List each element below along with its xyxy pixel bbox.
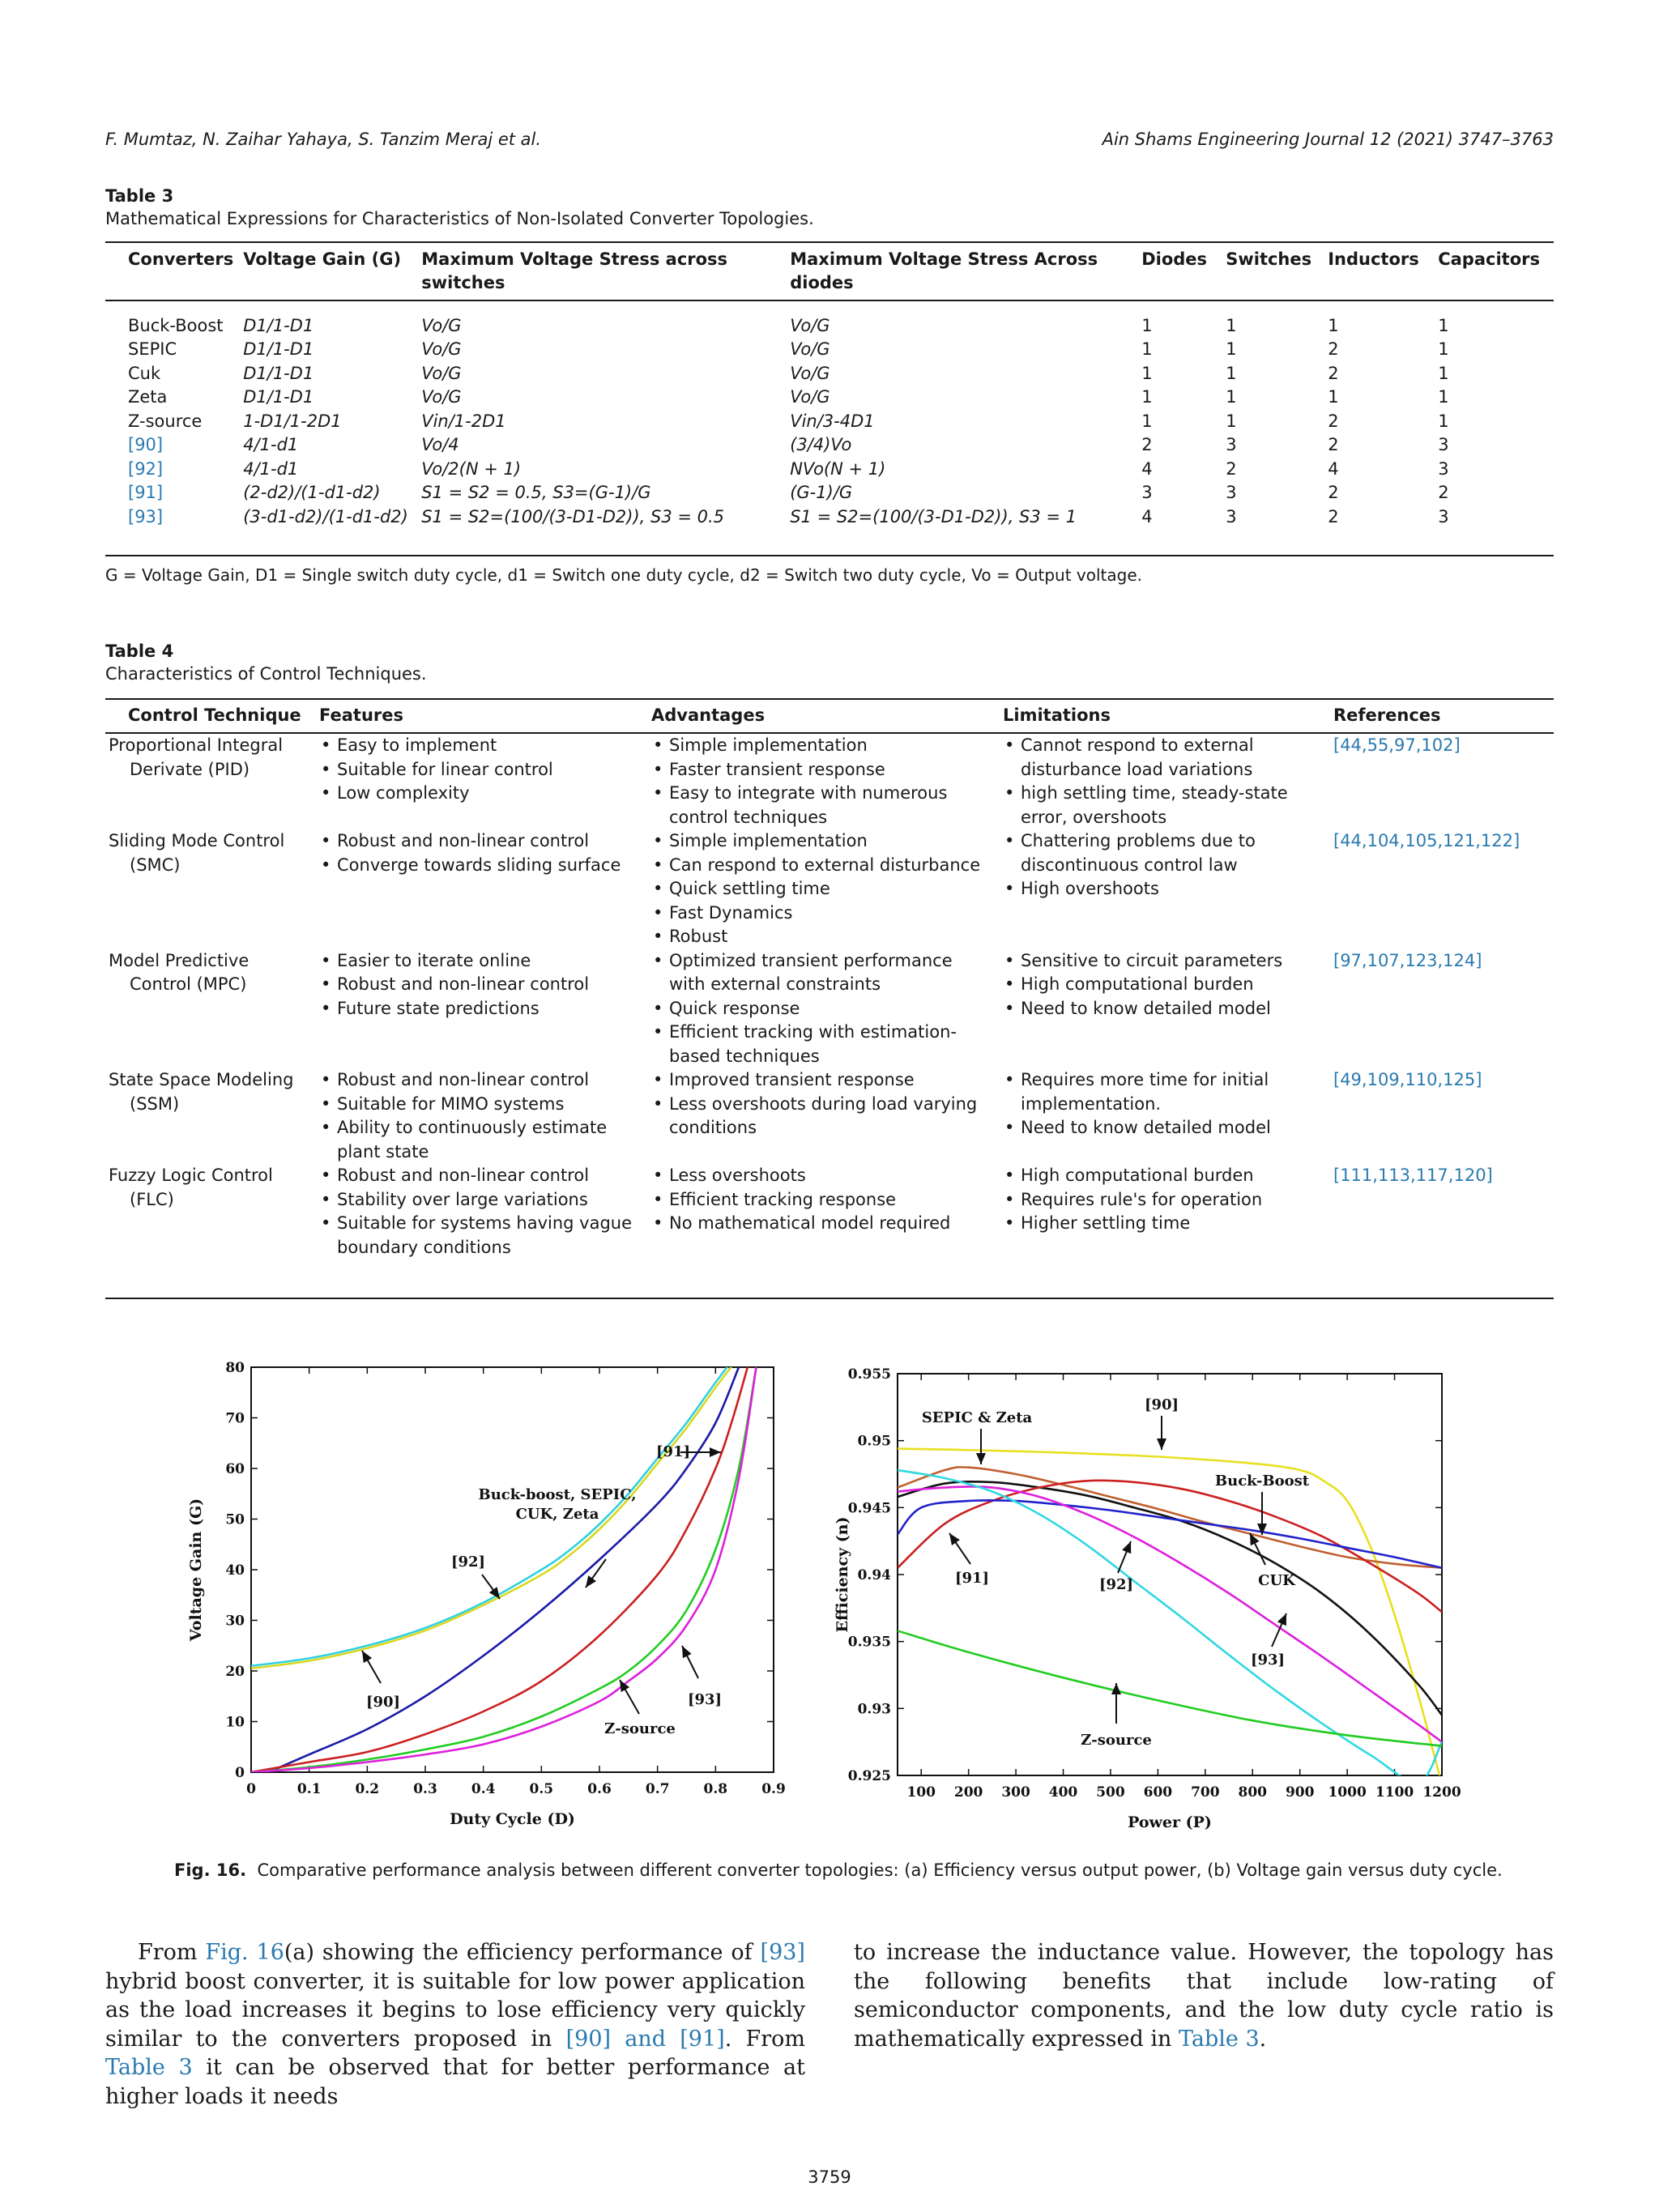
body-text: (a) showing the efficiency performance of xyxy=(284,1940,761,1965)
y-axis-label: Voltage Gain (G) xyxy=(187,1498,205,1642)
table3-cell: 3 xyxy=(1438,435,1449,454)
table3-caption xyxy=(105,185,814,230)
table4-col-header: Control Technique xyxy=(128,705,301,725)
bullet-item: • Sensitive to circuit parameters xyxy=(1003,949,1324,974)
bullet-item: • Higher settling time xyxy=(1003,1212,1324,1236)
table4-advantages-cell xyxy=(646,829,998,949)
bullet-item: • Low complexity xyxy=(319,782,642,806)
bullet-item: • Requires more time for initial implementation. xyxy=(1003,1068,1324,1116)
body-column-1 xyxy=(105,1938,805,2111)
x-tick-label: 0.7 xyxy=(645,1781,670,1797)
bullet-item: • Optimized transient performance with external constraints xyxy=(651,949,993,997)
table4-advantages-cell xyxy=(646,949,998,1069)
bullet-item: • Quick settling time xyxy=(651,877,993,901)
table4-features-cell xyxy=(314,1164,646,1259)
y-tick-label: 60 xyxy=(225,1461,245,1477)
table3-col-header: Switches xyxy=(1226,249,1312,269)
y-tick-label: 30 xyxy=(225,1613,245,1630)
x-tick-label: 0.9 xyxy=(761,1781,786,1797)
citation-link[interactable]: [90] xyxy=(128,435,164,454)
table3-cell: 2 xyxy=(1328,363,1339,383)
bullet-item: • Ability to continuously estimate plant state xyxy=(319,1116,642,1164)
bullet-item: • Quick response xyxy=(651,997,993,1021)
table3-cell: Vo/G xyxy=(421,387,462,407)
table3-cell: 4 xyxy=(1328,458,1339,479)
bullet-item: • Stability over large variations xyxy=(319,1188,642,1213)
x-tick-label: 200 xyxy=(953,1784,983,1801)
table3-row xyxy=(105,386,1554,410)
table3-cell: 2 xyxy=(1141,435,1153,454)
bullet-item: • High computational burden xyxy=(1003,1164,1324,1188)
bullet-item: • Faster transient response xyxy=(651,758,993,782)
y-tick-label: 70 xyxy=(225,1410,245,1427)
table3-cell: 3 xyxy=(1226,483,1237,502)
table3-cell: 1 xyxy=(1226,387,1237,407)
table3-cell: 1 xyxy=(1226,315,1237,335)
series-annotation: [92] xyxy=(450,1554,486,1571)
y-tick-label: 0.95 xyxy=(857,1433,891,1450)
x-tick-label: 1100 xyxy=(1375,1784,1414,1801)
table3-cell: Vo/G xyxy=(421,339,462,359)
x-tick-label: 0.3 xyxy=(413,1781,437,1797)
bullet-item: • Less overshoots during load varying conditions xyxy=(651,1093,993,1140)
y-tick-label: 0 xyxy=(235,1765,245,1781)
x-tick-label: 0.2 xyxy=(355,1781,380,1797)
table3-top-rule xyxy=(105,241,1554,243)
bullet-item: • Suitable for systems having vague boundary conditions xyxy=(319,1212,642,1259)
table4-top-rule xyxy=(105,698,1554,700)
table3-cell: (3/4)Vo xyxy=(790,435,852,454)
table3-cell: 2 xyxy=(1438,483,1449,502)
table-ref-link[interactable]: Table 3 xyxy=(105,2055,193,2080)
table3-cell: 1-D1/1-2D1 xyxy=(243,411,342,431)
series-annotation: [93] xyxy=(1250,1652,1286,1669)
table3-col-header: Capacitors xyxy=(1438,249,1540,269)
table4-row xyxy=(105,1164,1554,1259)
table3-footnote: G = Voltage Gain, D1 = Single switch duty cycle, d1 = Switch one duty cycle, d2 = Switch two duty cycle, Vo = Output voltage. xyxy=(105,565,1142,585)
table3-cell: 1 xyxy=(1328,315,1339,335)
body-text: . From xyxy=(724,2026,805,2052)
table-ref-link[interactable]: Table 3 xyxy=(1178,2026,1260,2052)
x-tick-label: 800 xyxy=(1238,1784,1268,1801)
y-tick-label: 80 xyxy=(225,1360,245,1376)
table3-cell: 1 xyxy=(1438,411,1449,431)
table4-features-cell xyxy=(314,729,646,829)
x-tick-label: 700 xyxy=(1191,1784,1220,1801)
table3-cell: Vo/G xyxy=(790,363,830,383)
bullet-item: • High overshoots xyxy=(1003,877,1324,901)
table4-header-row xyxy=(105,701,1554,729)
bullet-item: • Requires rule's for operation xyxy=(1003,1188,1324,1213)
table3 xyxy=(105,248,1554,529)
bullet-item: • Simple implementation xyxy=(651,734,993,758)
table4-col-header: Advantages xyxy=(651,705,766,725)
table3-cell: Vo/G xyxy=(421,315,462,335)
bullet-item: • Converge towards sliding surface xyxy=(319,854,642,878)
bullet-item: • Easy to implement xyxy=(319,734,642,758)
bullet-item: • Suitable for MIMO systems xyxy=(319,1093,642,1117)
table3-cell: Vo/G xyxy=(421,363,462,383)
x-tick-label: 0.6 xyxy=(587,1781,612,1797)
series-annotation: [93] xyxy=(687,1691,723,1708)
table3-cell: 3 xyxy=(1438,506,1449,526)
bullet-item: • Fast Dynamics xyxy=(651,901,993,926)
y-tick-label: 50 xyxy=(225,1511,245,1528)
table4-bottom-rule xyxy=(105,1298,1554,1299)
x-tick-label: 0.4 xyxy=(471,1781,496,1797)
control-technique: Model Predictive Control (MPC) xyxy=(109,950,249,994)
x-tick-label: 600 xyxy=(1143,1784,1173,1801)
y-tick-label: 0.94 xyxy=(857,1567,891,1583)
series-annotation: [91] xyxy=(954,1570,990,1587)
running-header-authors: F. Mumtaz, N. Zaihar Yahaya, S. Tanzim Meraj et al. xyxy=(105,130,542,149)
table3-cell: SEPIC xyxy=(128,339,177,359)
table4-col-header: References xyxy=(1333,705,1441,725)
bullet-item: • Robust and non-linear control xyxy=(319,973,642,997)
table3-cell: 1 xyxy=(1141,411,1153,431)
bullet-item: • High computational burden xyxy=(1003,973,1324,997)
table3-cell: 1 xyxy=(1141,315,1153,335)
table3-cell: 4 xyxy=(1141,458,1153,479)
figure-caption-text: Comparative performance analysis between different converter topologies: (a) Efficiency versus output power, (b) Voltage gain versus duty cycle. xyxy=(257,1860,1503,1880)
table3-cell: 1 xyxy=(1141,387,1153,407)
citation-link[interactable]: [93] xyxy=(760,1940,805,1965)
table4-title: Characteristics of Control Techniques. xyxy=(105,664,427,684)
table4-features-cell xyxy=(314,829,646,949)
table3-cell: 2 xyxy=(1328,506,1339,526)
table4-row xyxy=(105,949,1554,1069)
table3-cell: 1 xyxy=(1438,339,1449,359)
table4-row xyxy=(105,1068,1554,1164)
x-tick-label: 0.1 xyxy=(296,1781,322,1797)
table3-col-header: Converters xyxy=(128,249,234,269)
y-tick-label: 10 xyxy=(225,1714,245,1731)
control-technique: Sliding Mode Control (SMC) xyxy=(109,831,285,875)
figure-caption xyxy=(174,1860,1503,1880)
bullet-item: • Suitable for linear control xyxy=(319,758,642,782)
body-text: . xyxy=(1259,2026,1267,2052)
table4-advantages-cell xyxy=(646,1164,998,1259)
table3-cell: Buck-Boost xyxy=(128,315,224,335)
table4-limitations-cell xyxy=(998,949,1328,1069)
table3-cell: 3 xyxy=(1438,458,1449,479)
table3-cell: D1/1-D1 xyxy=(243,387,314,407)
x-tick-label: 100 xyxy=(906,1784,936,1801)
series-annotation: Z-source xyxy=(604,1720,676,1737)
control-technique: State Space Modeling (SSM) xyxy=(109,1070,294,1114)
table3-cell: 1 xyxy=(1438,387,1449,407)
table4-row xyxy=(105,829,1554,949)
table3-cell: 4 xyxy=(1141,506,1153,526)
table3-row xyxy=(105,362,1554,386)
x-axis-label: Power (P) xyxy=(1128,1813,1212,1831)
table3-cell: 2 xyxy=(1328,411,1339,431)
table3-cell: Vo/G xyxy=(790,387,830,407)
bullet-item: • Need to know detailed model xyxy=(1003,1116,1324,1140)
x-tick-label: 400 xyxy=(1048,1784,1078,1801)
series-annotation: Buck-Boost xyxy=(1214,1473,1310,1490)
series-annotation: CUK, Zeta xyxy=(515,1506,599,1523)
series-annotation: Z-source xyxy=(1081,1732,1152,1749)
x-tick-label: 900 xyxy=(1285,1784,1315,1801)
body-text: From xyxy=(138,1940,206,1965)
y-tick-label: 0.925 xyxy=(847,1768,891,1784)
citation-link[interactable]: [90] and [91] xyxy=(565,2026,725,2052)
table3-cell: S1 = S2=(100/(3-D1-D2)), S3 = 0.5 xyxy=(421,506,725,526)
table3-cell: (G-1)/G xyxy=(790,483,853,502)
table3-cell: 1 xyxy=(1141,363,1153,383)
table3-cell: Vo/4 xyxy=(421,435,459,454)
body-text: it can be observed that for better performance at higher loads it needs xyxy=(105,2055,806,2109)
table3-row xyxy=(105,458,1554,482)
table4-features-cell xyxy=(314,1068,646,1164)
citation-link[interactable]: [111,113,117,120] xyxy=(1333,1166,1493,1185)
control-technique: Fuzzy Logic Control (FLC) xyxy=(109,1166,273,1209)
x-tick-label: 0.8 xyxy=(703,1781,728,1797)
table3-cell: D1/1-D1 xyxy=(243,315,314,335)
table3-cell: Vo/2(N + 1) xyxy=(421,458,522,479)
body-column-2 xyxy=(854,1938,1554,2053)
series-annotation: [90] xyxy=(1144,1396,1179,1413)
page-number: 3759 xyxy=(808,2167,851,2187)
bullet-item: • Easier to iterate online xyxy=(319,949,642,974)
y-axis-label: Efficiency (n) xyxy=(834,1516,851,1633)
table3-cell: 1 xyxy=(1226,339,1237,359)
bullet-item: • Can respond to external disturbance xyxy=(651,854,993,878)
y-tick-label: 0.955 xyxy=(847,1366,891,1383)
table3-cell: (2-d2)/(1-d1-d2) xyxy=(243,483,381,502)
x-tick-label: 500 xyxy=(1096,1784,1125,1801)
table3-cell: 1 xyxy=(1438,363,1449,383)
table3-cell: Vin/1-2D1 xyxy=(421,411,506,431)
body-text: to increase the inductance value. However, the topology has the following benefits that include low-rating of semiconductor components, and the low duty cycle ratio is mathematically expressed in xyxy=(854,1940,1554,2052)
table4-features-cell xyxy=(314,949,646,1069)
table3-row xyxy=(105,433,1554,458)
table4-row xyxy=(105,729,1554,829)
x-tick-label: 1000 xyxy=(1328,1784,1367,1801)
x-tick-label: 300 xyxy=(1001,1784,1030,1801)
table3-cell: Z-source xyxy=(128,411,203,431)
y-tick-label: 0.93 xyxy=(857,1701,891,1718)
table3-row xyxy=(105,301,1554,338)
table4-col-header: Limitations xyxy=(1003,705,1111,725)
table3-cell: S1 = S2 = 0.5, S3=(G-1)/G xyxy=(421,483,651,502)
x-axis-label: Duty Cycle (D) xyxy=(450,1810,575,1828)
figure-16 xyxy=(0,1345,1659,1847)
series-annotation: [91] xyxy=(656,1443,691,1460)
table3-header-row xyxy=(105,248,1554,301)
table3-cell: 4/1-d1 xyxy=(243,458,299,479)
citation-link[interactable]: [49,109,110,125] xyxy=(1333,1070,1482,1089)
table3-cell: D1/1-D1 xyxy=(243,339,314,359)
bullet-item: • Robust xyxy=(651,925,993,949)
x-tick-label: 0 xyxy=(246,1781,256,1797)
table3-cell: Vo/G xyxy=(790,315,830,335)
bullet-item: • Easy to integrate with numerous control techniques xyxy=(651,782,993,829)
bullet-item: • high settling time, steady-state error, overshoots xyxy=(1003,782,1324,829)
table4-limitations-cell xyxy=(998,729,1328,829)
body-text: hybrid boost converter, it is suitable for low power application as the load increases it begins to lose efficiency very quickly similar to the converters proposed in xyxy=(105,1968,805,2052)
table3-cell: 1 xyxy=(1141,339,1153,359)
table3-cell: 3 xyxy=(1226,435,1237,454)
x-tick-label: 1200 xyxy=(1422,1784,1461,1801)
bullet-item: • Need to know detailed model xyxy=(1003,997,1324,1021)
bullet-item: • Robust and non-linear control xyxy=(319,1164,642,1188)
table3-cell: 2 xyxy=(1328,339,1339,359)
table3-cell: 1 xyxy=(1328,387,1339,407)
figure-ref-link[interactable]: Fig. 16 xyxy=(205,1940,284,1965)
table4-label: Table 4 xyxy=(105,641,174,661)
table4-advantages-cell xyxy=(646,729,998,829)
table3-cell: 1 xyxy=(1226,363,1237,383)
table3-col-header: Maximum Voltage Stress Across diodes xyxy=(790,249,1098,292)
table3-title: Mathematical Expressions for Characteristics of Non-Isolated Converter Topologies. xyxy=(105,209,814,228)
table3-cell: Vin/3-4D1 xyxy=(790,411,875,431)
table3-cell: D1/1-D1 xyxy=(243,363,314,383)
table3-row xyxy=(105,338,1554,362)
table3-cell: 3 xyxy=(1226,506,1237,526)
y-tick-label: 20 xyxy=(225,1664,245,1680)
figure-label: Fig. 16. xyxy=(174,1860,247,1880)
table3-row xyxy=(105,410,1554,434)
table4-advantages-cell xyxy=(646,1068,998,1164)
y-tick-label: 0.935 xyxy=(847,1634,891,1651)
series-annotation: [90] xyxy=(365,1694,401,1711)
series-annotation: SEPIC & Zeta xyxy=(921,1409,1033,1426)
bullet-item: • Cannot respond to external disturbance load variations xyxy=(1003,734,1324,782)
table3-cell: 2 xyxy=(1328,483,1339,502)
citation-link[interactable]: [93] xyxy=(128,506,164,526)
table4 xyxy=(105,701,1554,1259)
series-annotation: CUK xyxy=(1258,1572,1295,1589)
citation-link[interactable]: [92] xyxy=(128,458,164,479)
table4-limitations-cell xyxy=(998,829,1328,949)
table3-row xyxy=(105,505,1554,530)
table3-cell: Vo/G xyxy=(790,339,830,359)
table3-bottom-rule xyxy=(105,555,1554,556)
bullet-item: • Robust and non-linear control xyxy=(319,829,642,854)
citation-link[interactable]: [91] xyxy=(128,483,164,502)
table3-row xyxy=(105,481,1554,505)
bullet-item: • No mathematical model required xyxy=(651,1212,993,1236)
table3-cell: 1 xyxy=(1438,315,1449,335)
citation-link[interactable]: [44,55,97,102] xyxy=(1333,735,1461,755)
table3-cell: (3-d1-d2)/(1-d1-d2) xyxy=(243,506,408,526)
y-tick-label: 0.945 xyxy=(847,1500,891,1517)
table3-cell: 1 xyxy=(1226,411,1237,431)
bullet-item: • Future state predictions xyxy=(319,997,642,1021)
table3-cell: 3 xyxy=(1141,483,1153,502)
table4-limitations-cell xyxy=(998,1164,1328,1259)
table3-cell: 2 xyxy=(1328,435,1339,454)
table3-cell: 2 xyxy=(1226,458,1237,479)
table4-caption xyxy=(105,640,427,685)
bullet-item: • Improved transient response xyxy=(651,1068,993,1093)
bullet-item: • Efficient tracking response xyxy=(651,1188,993,1213)
bullet-item: • Chattering problems due to discontinuous control law xyxy=(1003,829,1324,877)
table3-col-header: Voltage Gain (G) xyxy=(243,249,402,269)
control-technique: Proportional Integral Derivate (PID) xyxy=(109,735,284,779)
series-annotation: [92] xyxy=(1098,1576,1134,1593)
citation-link[interactable]: [44,104,105,121,122] xyxy=(1333,831,1520,850)
table4-limitations-cell xyxy=(998,1068,1328,1164)
running-header-journal: Ain Shams Engineering Journal 12 (2021) 3747–3763 xyxy=(1102,130,1554,149)
citation-link[interactable]: [97,107,123,124] xyxy=(1333,950,1482,970)
table3-cell: Zeta xyxy=(128,387,168,407)
x-tick-label: 0.5 xyxy=(529,1781,554,1797)
bullet-item: • Robust and non-linear control xyxy=(319,1068,642,1093)
plot-frame xyxy=(251,1367,774,1772)
bullet-item: • Simple implementation xyxy=(651,829,993,854)
series-annotation: Buck-boost, SEPIC, xyxy=(478,1486,637,1503)
bullet-item: • Efficient tracking with estimation-based techniques xyxy=(651,1021,993,1068)
table3-cell: S1 = S2=(100/(3-D1-D2)), S3 = 1 xyxy=(790,506,1077,526)
y-tick-label: 40 xyxy=(225,1562,245,1579)
table3-col-header: Inductors xyxy=(1328,249,1419,269)
table3-cell: Cuk xyxy=(128,363,161,383)
table4-col-header: Features xyxy=(319,705,403,725)
table3-label: Table 3 xyxy=(105,186,174,206)
table3-col-header: Diodes xyxy=(1141,249,1208,269)
table3-col-header: Maximum Voltage Stress across switches xyxy=(421,249,728,292)
table3-cell: 4/1-d1 xyxy=(243,435,299,454)
table3-cell: NVo(N + 1) xyxy=(790,458,886,479)
bullet-item: • Less overshoots xyxy=(651,1164,993,1188)
